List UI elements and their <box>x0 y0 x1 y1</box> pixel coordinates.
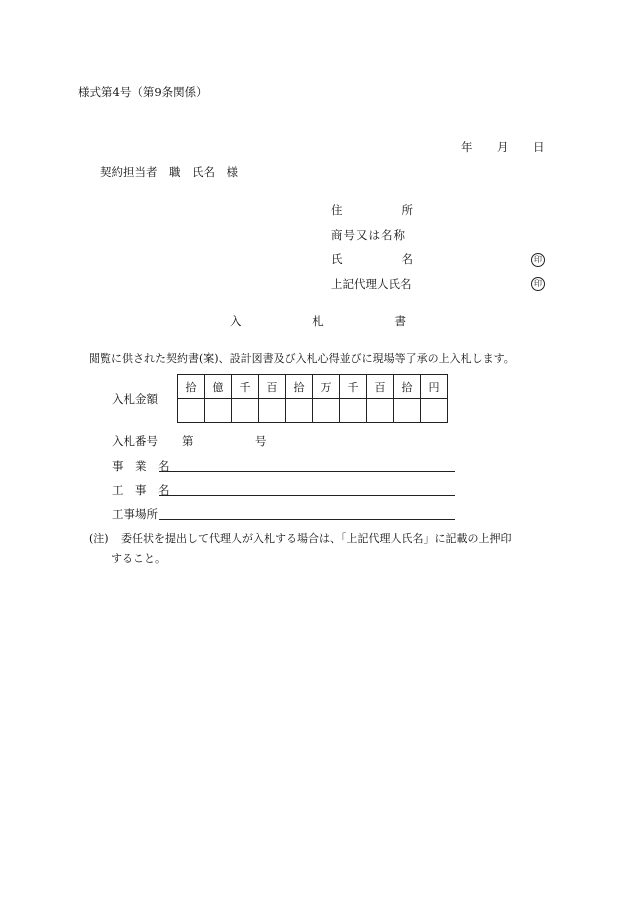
title-char-2: 札 <box>312 314 324 328</box>
bid-statement: 閲覧に供された契約書(案)、設計図書及び入札心得並びに現場等了承の上入札します。 <box>89 352 515 365</box>
amount-digit-cell[interactable] <box>178 399 205 423</box>
amount-digit-cell[interactable] <box>259 399 286 423</box>
amount-entry-row[interactable] <box>178 399 448 423</box>
amount-digit-cell[interactable] <box>367 399 394 423</box>
unit-juu-oku: 拾 <box>178 375 205 399</box>
amount-digit-cell[interactable] <box>232 399 259 423</box>
name-label <box>331 254 413 266</box>
unit-juu: 拾 <box>394 375 421 399</box>
note-line-1: 委任状を提出して代理人が入札する場合は、「上記代理人氏名」に記載の上押印 <box>121 532 512 545</box>
unit-en: 円 <box>421 375 448 399</box>
bid-number-label: 入札番号 <box>112 434 158 448</box>
unit-sen-man: 千 <box>232 375 259 399</box>
amount-digit-cell[interactable] <box>286 399 313 423</box>
name-label-char-1: 氏 <box>331 252 343 266</box>
agent-seal-mark: 印 <box>531 277 545 291</box>
note-mark: (注) <box>89 532 109 545</box>
title-char-3: 書 <box>394 314 406 328</box>
bid-number-suffix: 号 <box>255 434 267 448</box>
unit-hyaku: 百 <box>367 375 394 399</box>
amount-unit-row <box>178 375 448 399</box>
seal-mark: 印 <box>531 253 545 267</box>
agent-name-label: 上記代理人氏名 <box>331 277 412 291</box>
name-label-char-2: 名 <box>401 252 413 266</box>
amount-digit-cell[interactable] <box>340 399 367 423</box>
amount-table <box>177 374 448 423</box>
unit-oku: 億 <box>205 375 232 399</box>
document-title <box>230 316 406 328</box>
amount-digit-cell[interactable] <box>205 399 232 423</box>
construction-name-label: 工 事 名 <box>112 483 170 497</box>
address-label-char-2: 所 <box>401 203 413 217</box>
construction-site-label: 工事場所 <box>112 507 158 521</box>
amount-digit-cell[interactable] <box>421 399 448 423</box>
project-name-label: 事 業 名 <box>112 459 170 473</box>
date-year: 年 <box>461 140 473 154</box>
amount-digit-cell[interactable] <box>313 399 340 423</box>
unit-juu-man: 拾 <box>286 375 313 399</box>
amount-digit-cell[interactable] <box>394 399 421 423</box>
date-month: 月 <box>497 140 509 154</box>
date-day: 日 <box>533 140 545 154</box>
amount-label: 入札金額 <box>112 392 158 406</box>
unit-sen: 千 <box>340 375 367 399</box>
addressee: 契約担当者 職 氏名 様 <box>100 165 238 179</box>
project-name-line[interactable] <box>159 471 455 472</box>
form-number: 様式第4号（第9条関係） <box>78 85 208 99</box>
unit-hyaku-man: 百 <box>259 375 286 399</box>
address-label-char-1: 住 <box>331 203 343 217</box>
note-line-2: すること。 <box>111 552 166 565</box>
address-label <box>331 205 413 217</box>
unit-man: 万 <box>313 375 340 399</box>
construction-site-line[interactable] <box>159 519 455 520</box>
title-char-1: 入 <box>230 314 242 328</box>
construction-name-line[interactable] <box>159 495 455 496</box>
bid-number-prefix: 第 <box>182 434 194 448</box>
company-name-label: 商号又は名称 <box>331 228 406 242</box>
